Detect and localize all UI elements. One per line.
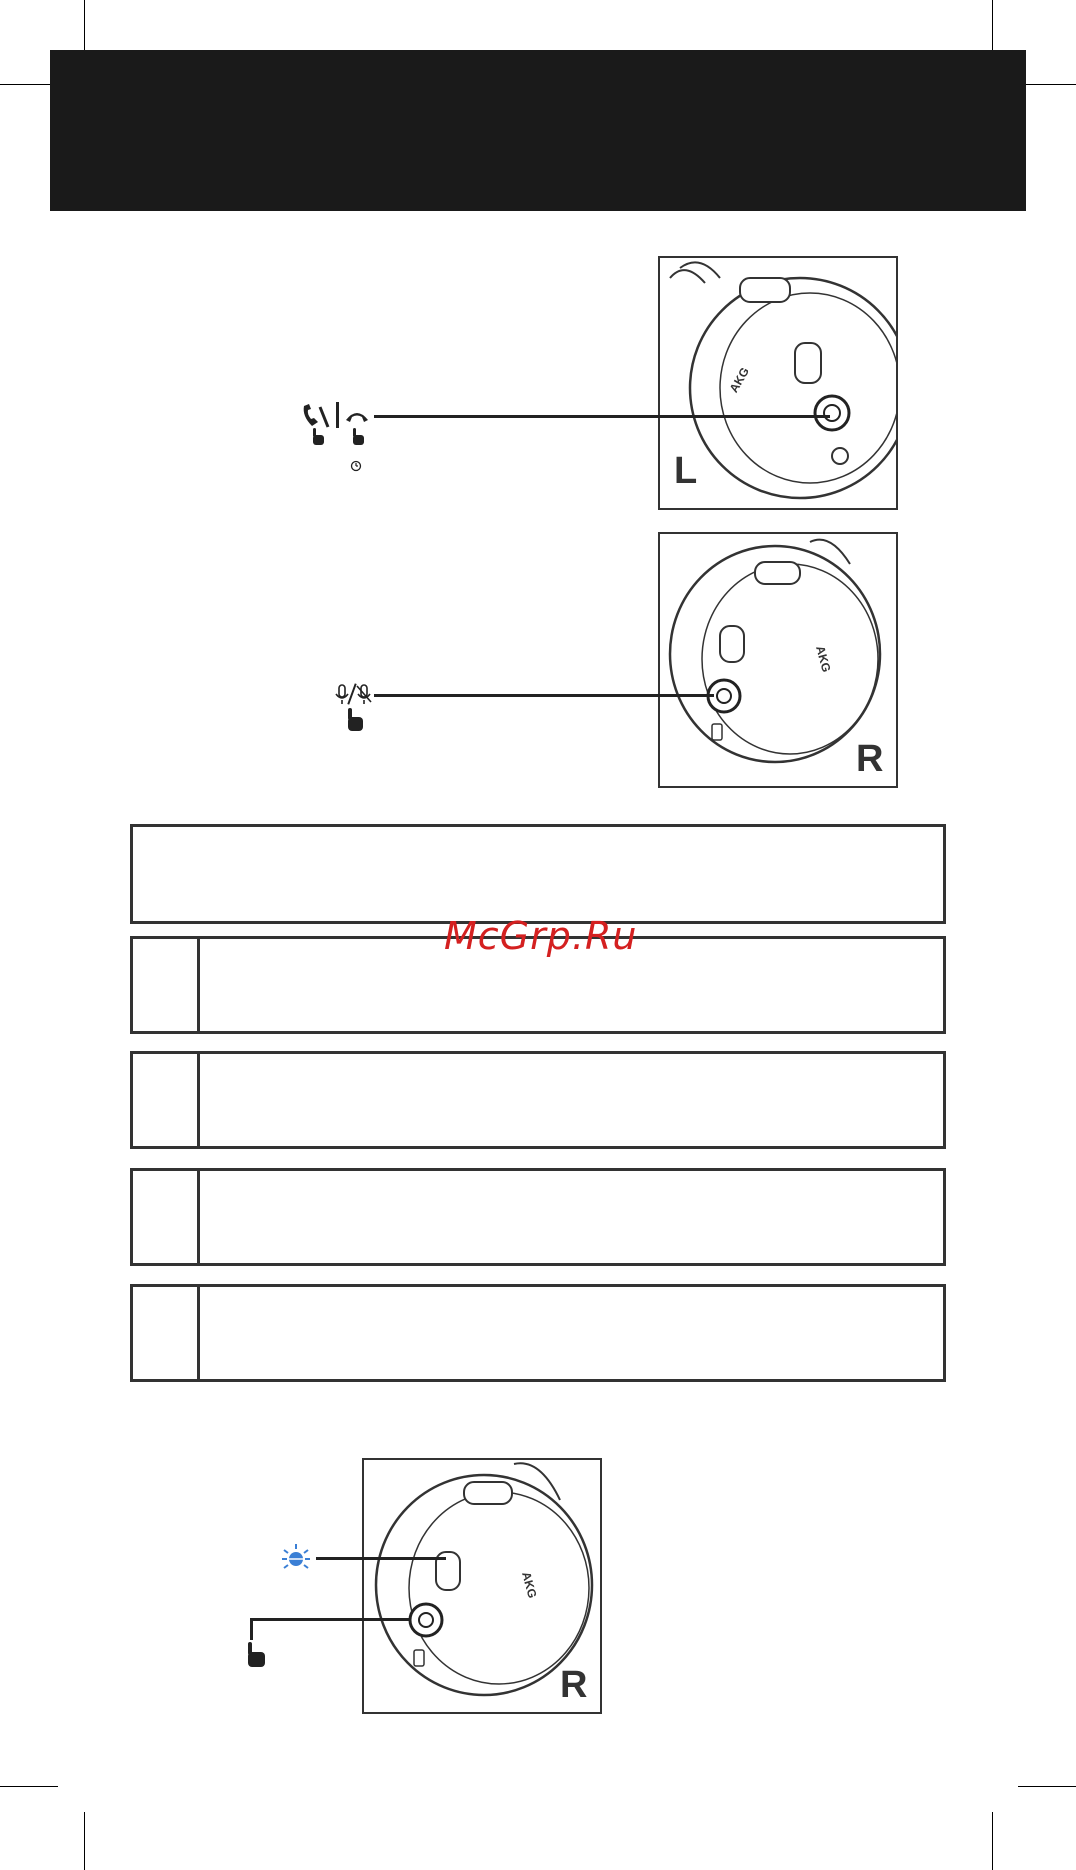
leader-line-led (316, 1557, 446, 1560)
header-bar (50, 50, 1026, 211)
leader-line-button-vertical (250, 1618, 253, 1640)
table-header-box (130, 824, 946, 924)
crop-mark (84, 1812, 85, 1870)
panel-right-earcup-bottom (362, 1458, 602, 1714)
panel-label-right-bottom: R (560, 1664, 588, 1706)
panel-label-right: R (856, 738, 884, 780)
leader-line-mic (374, 694, 714, 697)
divider-bar (336, 402, 339, 428)
table-row (130, 1168, 946, 1266)
table-row (130, 1284, 946, 1382)
panel-right-earcup (658, 532, 898, 788)
panel-left-earcup (658, 256, 898, 510)
leader-line-call (374, 415, 830, 418)
led-light-icon (280, 1542, 312, 1574)
phone-end-icon (344, 408, 370, 424)
earcup-brand: AKG (813, 644, 834, 674)
row-number-cell (133, 1287, 200, 1379)
table-row (130, 1051, 946, 1149)
mic-mute-icon (356, 684, 372, 706)
crop-mark (0, 1786, 58, 1787)
crop-mark (992, 1812, 993, 1870)
press-hand-icon (310, 428, 326, 446)
row-number-cell (133, 1171, 200, 1263)
press-hand-icon (344, 708, 366, 732)
earcup-brand: AKG (519, 1570, 540, 1600)
earcup-brand: AKG (726, 364, 753, 396)
crop-mark (1018, 1786, 1076, 1787)
watermark: McGrp.Ru (444, 914, 638, 958)
leader-line-button (250, 1618, 410, 1621)
panel-label-left: L (674, 450, 698, 492)
press-hand-icon (244, 1642, 268, 1668)
timer-icon (350, 460, 362, 472)
press-hand-icon (350, 428, 366, 446)
crop-mark (1018, 84, 1076, 85)
row-number-cell (133, 1054, 200, 1146)
row-number-cell (133, 939, 200, 1031)
phone-accept-icon (300, 402, 332, 430)
